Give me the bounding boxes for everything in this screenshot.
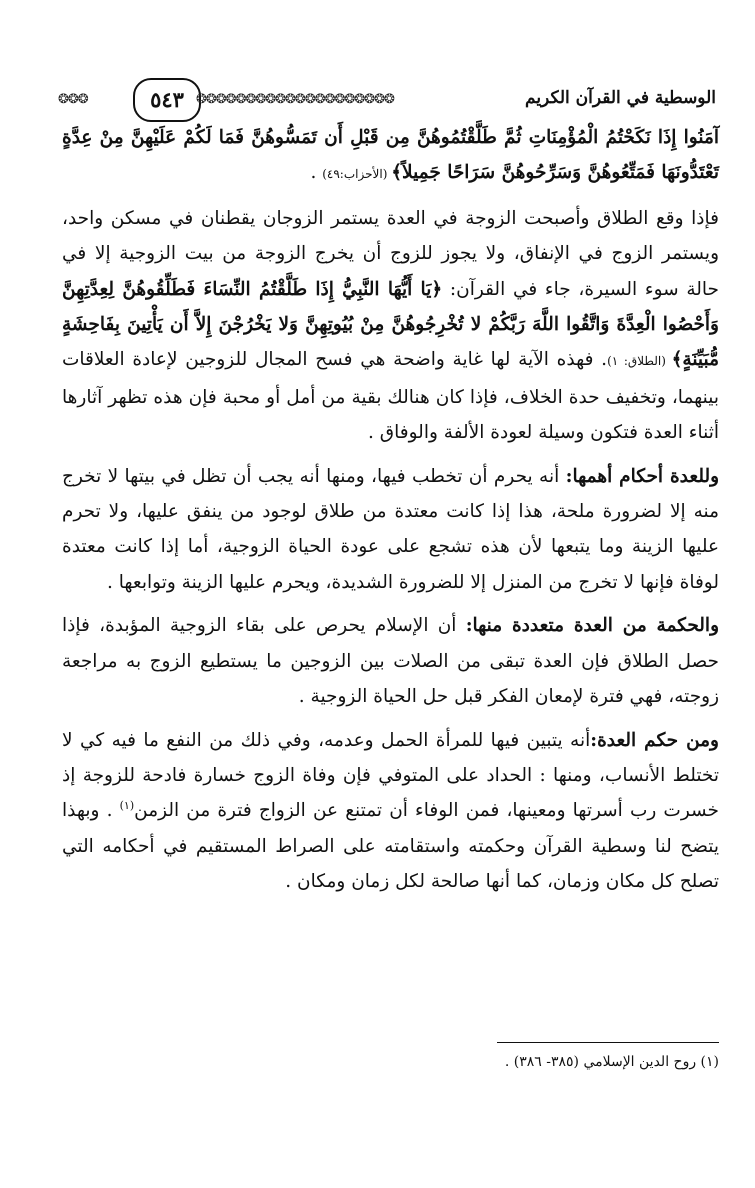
paragraph bbox=[62, 723, 719, 900]
header-ornament-left: ❂❂❂ bbox=[58, 92, 88, 107]
text-segment: أنه يحرم أن تخطب فيها، ومنها أنه يجب أن تظل في بيتها لا تخرج منه إلا لضرورة ملحة، هذا إذا كانت معتدة من طلاق لوجود من ينفق عليها، ولا تحرم عليها الزينة وما يتبعها لأن هذه تشجع على عودة الحياة الزوجية، أما إذا كانت معتدة لوفاة فإنها لا تخرج من المنزل إلا للضرورة الشديدة، ويحرم عليها الزينة وتوابعها . bbox=[62, 465, 719, 593]
text-segment: . bbox=[310, 162, 323, 184]
quran-verse: آمَنُوا إِذَا نَكَحْتُمُ الْمُؤْمِنَاتِ ثُمَّ طَلَّقْتُمُوهُنَّ مِن قَبْلِ أَن تَمَسُّوهُنَّ فَمَا لَكُمْ عَلَيْهِنَّ مِنْ عِدَّةٍ تَعْتَدُّونَهَا فَمَتِّعُوهُنَّ وَسَرِّحُوهُنَّ سَرَاحًا جَمِيلاً﴾ bbox=[62, 127, 719, 184]
book-title: الوسطية في القرآن الكريم bbox=[525, 88, 716, 108]
paragraph bbox=[62, 201, 719, 451]
header-ornament-right: ❂❂❂❂❂❂❂❂❂❂❂❂❂❂❂❂❂❂❂❂ bbox=[196, 92, 394, 107]
section-lead: ومن حكم العدة: bbox=[590, 729, 719, 751]
main-text bbox=[62, 120, 719, 908]
text-segment: فإذا وقع الطلاق وأصبحت الزوجة في العدة يستمر الزوجان يقطنان في مسكن واحد، ويستمر الزوج في الإنفاق، ولا يجوز للزوج أن يخرج الزوجة من بيت الزوجية إلا في حالة سوء السيرة، جاء في القرآن: bbox=[62, 207, 719, 300]
section-lead: والحكمة من العدة متعددة منها: bbox=[465, 615, 720, 637]
verse-reference: (الطلاق: ١) bbox=[607, 354, 672, 369]
text-segment: أن الإسلام يحرص على بقاء الزوجية المؤبدة، فإذا حصل الطلاق فإن العدة تبقى من الصلات بين الزوجين ما يستطيع الزوج به مراجعة زوجته، فهي فترة لإمعان الفكر قبل حل الحياة الزوجية . bbox=[62, 615, 719, 708]
footnote: (١) روح الدين الإسلامي (٣٨٥- ٣٨٦) . bbox=[504, 1054, 719, 1070]
paragraph bbox=[62, 120, 719, 193]
paragraph bbox=[62, 608, 719, 714]
page-header bbox=[58, 78, 716, 122]
text-segment: . فهذه الآية لها غاية واضحة هي فسح المجال للزوجين لإعادة العلاقات بينهما، وتخفيف حدة الخلاف، فإذا كان هنالك بقية من أمل أو محبة فإن هذه تظهر آثارها أثناء العدة فتكون وسيلة لعودة الألفة والوفاق . bbox=[62, 349, 719, 444]
text-segment: أنه يتبين فيها للمرأة الحمل وعدمه، وفي ذلك من النفع ما فيه كي لا تختلط الأنساب، ومنها : الحداد على المتوفي فإن وفاة الزوج خسارة فادحة للزوجة إذ خسرت رب أسرتها ومعينها، فمن الوفاء أن تمتنع عن الزواج فترة من الزمن bbox=[62, 729, 719, 822]
section-lead: وللعدة أحكام أهمها: bbox=[565, 465, 720, 487]
page-number: ٥٤٣ bbox=[133, 78, 201, 122]
quran-verse: ﴿يَا أَيُّهَا النَّبِيُّ إِذَا طَلَّقْتُمُ النِّسَاءَ فَطَلِّقُوهُنَّ لِعِدَّتِهِنَّ وَأَحْصُوا الْعِدَّةَ وَاتَّقُوا اللَّهَ رَبَّكُمْ لا تُخْرِجُوهُنَّ مِنْ بُيُوتِهِنَّ وَلا يَخْرُجْنَ إِلاَّ أَن يَأْتِينَ بِفَاحِشَةٍ مُّبَيِّنَةٍ﴾ bbox=[62, 278, 719, 371]
verse-reference: (الأحزاب:٤٩) bbox=[322, 167, 392, 182]
text-segment: . وبهذا يتضح لنا وسطية القرآن وحكمته واستقامته على الصراط المستقيم في أحكامه التي تصلح كل مكان وزمان، كما أنها صالحة لكل زمان ومكان . bbox=[62, 800, 719, 893]
paragraph bbox=[62, 459, 719, 601]
footnote-marker[interactable]: (١) bbox=[119, 799, 135, 813]
footnote-divider bbox=[497, 1042, 719, 1043]
